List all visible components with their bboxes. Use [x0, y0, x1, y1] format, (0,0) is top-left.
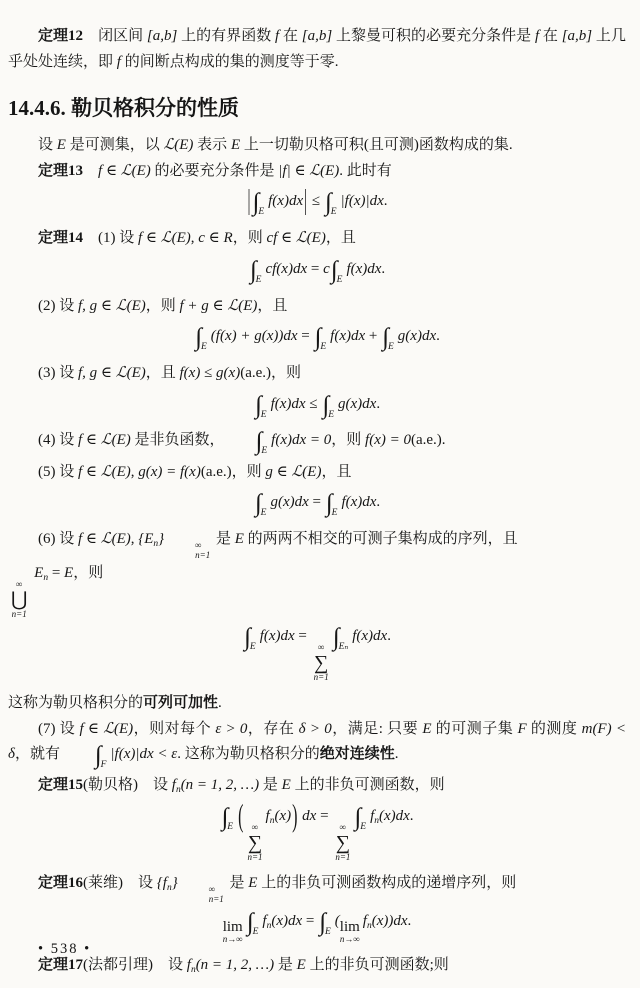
text-run: (3) 设 — [38, 365, 78, 382]
text-run: = — [307, 260, 324, 277]
text-run: = — [294, 628, 311, 645]
theorem-14-item-4 — [8, 428, 626, 459]
page-body — [8, 24, 626, 979]
text-run: 在 — [539, 28, 562, 44]
formula-14-3 — [8, 387, 626, 429]
math-run: |f| ∈ ℒ(E) — [278, 162, 340, 179]
math-run: g(x)dx — [397, 328, 437, 345]
text-run: = — [302, 913, 319, 930]
math-run: f, g ∈ ℒ(E) — [78, 297, 146, 314]
math-run: f(x)dx — [259, 628, 295, 645]
text-run: = — [308, 494, 325, 511]
math-run: f — [186, 957, 191, 974]
limit-operator: lim n→∞ — [339, 919, 360, 945]
integral-domain: E — [324, 927, 331, 938]
text-run: 上的有界函数 — [177, 28, 276, 44]
integral-sign: $\int_E$ — [254, 490, 267, 519]
text-run: (a.e.)，则 — [240, 365, 302, 382]
math-run: f, g ∈ ℒ(E) — [78, 365, 146, 382]
integral-domain: E — [336, 274, 343, 285]
subscript: n — [43, 572, 49, 583]
subscript: n — [153, 539, 159, 549]
math-run: f(x)dx — [268, 193, 304, 210]
math-run: (f(x) + g(x))dx — [210, 328, 298, 345]
subscript: n — [366, 921, 372, 932]
bold-text-run: 定理16 — [38, 874, 84, 891]
math-run: dx — [298, 807, 317, 824]
math-run: (n = 1, 2, …) — [195, 957, 275, 974]
integral-domain: E — [360, 821, 367, 832]
text-run: , — [130, 463, 139, 480]
text-run: (2) 设 — [38, 297, 78, 314]
theorem-14-item-5 — [8, 460, 626, 486]
text-run: . — [436, 328, 440, 345]
math-run: E — [234, 531, 244, 547]
integral-sign: $\int_E$ — [254, 391, 267, 420]
theorem-12 — [8, 24, 626, 75]
sum-operator: ∞ ∑ n=1 — [313, 642, 329, 683]
math-run: f — [534, 28, 540, 44]
math-run: f ∈ ℒ(E) — [78, 432, 131, 449]
intro-paragraph — [8, 133, 626, 159]
text-run: ，则 — [73, 564, 104, 581]
integral-sign: $\int_E$ — [330, 256, 343, 285]
text-run: 上一切勒贝格可积(且可测)函数构成的集. — [240, 137, 513, 154]
integral-domain: E — [330, 207, 337, 218]
integral-domain: Eₙ — [338, 642, 349, 653]
math-run: E — [248, 874, 258, 891]
text-run: ，且 — [325, 230, 356, 247]
math-run: f ∈ ℒ(E) — [78, 531, 131, 547]
math-run: g(x) = f(x) — [138, 463, 201, 480]
integral-sign: $\int_E$ — [252, 189, 265, 218]
bold-text-run: 定理14 — [38, 230, 84, 247]
text-run: 上的非负可测函数;则 — [305, 957, 449, 974]
text-run: ，则 — [232, 230, 267, 247]
text-run: 的两两不相交的可测子集构成的序列，且 — [243, 531, 518, 547]
text-run: , — [190, 230, 199, 247]
text-run: 是 — [259, 777, 282, 794]
text-run: (4) 设 — [38, 432, 78, 449]
text-run: . — [407, 913, 412, 930]
big-right-paren: ) — [292, 799, 298, 834]
theorem-17 — [8, 953, 626, 979]
text-run: 设 — [38, 137, 57, 154]
integral-domain: E — [200, 342, 207, 353]
sum-operator: ∞ ∑ n=1 — [247, 821, 263, 862]
stacked-sup-sub: ∞ n=1 — [195, 540, 211, 561]
integral-sign: $\int_E$ — [255, 428, 268, 457]
union-operator: ∞ ⋃ n=1 — [11, 578, 28, 619]
sum-operator: ∞ ∑ n=1 — [335, 821, 351, 862]
bold-text-run: 可列可加性 — [143, 695, 219, 712]
text-run: ，满足: 只要 — [331, 720, 423, 737]
text-run — [83, 163, 98, 179]
operator-upper-limit: ∞ — [339, 821, 347, 832]
math-run: g ∈ ℒ(E) — [265, 463, 322, 480]
math-run: {E — [138, 531, 154, 547]
text-run: . — [218, 695, 222, 712]
integral-sign: $\int_E$ — [195, 324, 207, 353]
math-run: ε > 0 — [215, 720, 248, 737]
integral-sign: $\int_E$ — [324, 189, 337, 218]
text-run: 的间断点构成的集的测度等于零. — [120, 53, 339, 70]
bold-text-run: 定理15 — [38, 777, 84, 794]
text-run: . — [409, 807, 414, 824]
integral-domain: E — [328, 409, 334, 420]
math-run: f(x)dx — [352, 628, 388, 645]
text-run: 闭区间 — [83, 28, 147, 44]
integral-sign: $\int_E$ — [221, 803, 234, 832]
operator-lower-limit: n=1 — [11, 608, 27, 619]
integral-domain: E — [255, 274, 262, 285]
math-run: E — [30, 564, 44, 581]
text-run: (法都引理) 设 — [83, 957, 187, 974]
math-run: } — [158, 531, 165, 547]
math-run: f — [265, 807, 270, 824]
integral-domain: E — [331, 508, 338, 519]
subscript: n — [269, 815, 275, 826]
integral-domain: E — [320, 342, 327, 353]
text-run: ，且 — [257, 297, 288, 314]
math-run: F — [517, 720, 527, 737]
integral-domain: E — [252, 927, 259, 938]
integral-sign: $\int_F$ — [94, 742, 107, 771]
bold-text-run: 定理12 — [38, 28, 84, 44]
limit-subscript: n→∞ — [222, 934, 243, 945]
math-run: (x)dx — [378, 807, 410, 824]
text-run: 上的非负可测函数，则 — [290, 777, 445, 794]
operator-upper-limit: ∞ — [15, 578, 23, 589]
math-run: δ > 0 — [298, 720, 332, 737]
math-run: [a,b] — [146, 28, 178, 44]
text-run: + — [365, 328, 382, 345]
text-run: 这称为勒贝格积分的 — [8, 695, 144, 712]
text-run: 是可测集，以 — [65, 137, 164, 154]
text-run: ≤ — [308, 193, 324, 210]
theorem-14-item-6 — [8, 527, 626, 561]
math-run: E — [64, 564, 74, 581]
integral-domain: E — [261, 446, 268, 457]
text-run: . 此时有 — [339, 162, 392, 179]
math-run: f(x) = 0 — [365, 432, 411, 449]
operator-lower-limit: n=1 — [247, 851, 263, 862]
text-run: ，则 — [145, 297, 180, 314]
math-run: f — [275, 28, 280, 44]
math-run: E — [230, 137, 241, 154]
theorem-14-item-3 — [8, 361, 626, 387]
math-run: |f(x)|dx < ε — [110, 746, 178, 763]
math-run: f(x)dx — [270, 395, 306, 412]
formula-theorem-15 — [8, 799, 626, 871]
limit-operator: lim n→∞ — [222, 919, 243, 945]
formula-theorem-16 — [8, 904, 626, 953]
text-run: (1) 设 — [83, 230, 139, 247]
subscript: n — [166, 882, 172, 893]
text-run: . — [376, 494, 381, 511]
math-run: f + g ∈ ℒ(E) — [179, 297, 258, 314]
text-run: . 这称为勒贝格积分的 — [177, 746, 320, 763]
math-run: c ∈ R — [198, 230, 233, 247]
text-run: . — [376, 395, 381, 412]
math-run: |f(x)|dx — [340, 193, 384, 210]
math-run: m(F) < δ — [8, 720, 626, 763]
integral-domain: E — [387, 342, 394, 353]
text-run: 是 — [212, 531, 235, 547]
page-number: • 538 • — [38, 941, 92, 958]
math-run: f — [171, 777, 176, 794]
absolute-value-bar: | — [247, 186, 251, 217]
integral-sign: $\int_{E_n}$ — [332, 624, 349, 653]
text-run: (5) 设 — [38, 463, 78, 480]
theorem-14-item-7 — [8, 717, 626, 774]
subscript: n — [175, 785, 181, 796]
text-run: (a.e.)，则 — [200, 463, 266, 480]
formula-14-1 — [8, 252, 626, 294]
math-run: (x))dx — [371, 913, 408, 930]
subscript: n — [190, 965, 196, 976]
theorem-14-item-6-union-line — [8, 561, 626, 620]
math-run: g(x)dx — [338, 395, 377, 412]
integral-sign: $\int_E$ — [244, 624, 256, 653]
math-run: (x)dx — [271, 913, 303, 930]
subscript: n — [266, 921, 272, 932]
math-run: f(x)dx — [341, 494, 377, 511]
operator-upper-limit: ∞ — [317, 642, 325, 653]
math-run: cf ∈ ℒ(E) — [266, 230, 326, 247]
math-run: E — [296, 957, 306, 974]
math-run: (n = 1, 2, …) — [180, 777, 260, 794]
integral-sign: $\int_E$ — [246, 909, 259, 938]
math-run: f — [370, 807, 375, 824]
math-run: f — [362, 913, 367, 930]
text-run: 的测度 — [526, 720, 582, 737]
text-run: . — [383, 193, 388, 210]
text-run: ，且 — [321, 463, 352, 480]
subscript: n — [374, 815, 379, 826]
text-run: 是 — [274, 957, 297, 974]
text-run: ，且 — [145, 365, 180, 382]
operator-lower-limit: n=1 — [335, 851, 351, 862]
math-run: ( — [334, 913, 340, 930]
theorem-15 — [8, 773, 626, 799]
text-run: ，存在 — [247, 720, 299, 737]
integral-sign: $\int_E$ — [354, 803, 367, 832]
text-run: (莱维) 设 — [83, 874, 157, 891]
text-run: (6) 设 — [38, 531, 78, 547]
math-run: {f — [156, 874, 167, 891]
operator-upper-limit: ∞ — [251, 821, 259, 832]
text-run: . — [387, 628, 391, 645]
text-run: 上的非负可测函数构成的递增序列，则 — [257, 874, 517, 891]
theorem-14-item-2 — [8, 294, 626, 320]
text-run: 的可测子集 — [431, 720, 518, 737]
math-run: f(x)dx — [330, 328, 366, 345]
text-run: ≤ — [305, 395, 322, 412]
text-run: . — [394, 746, 399, 763]
math-run: f ∈ ℒ(E) — [78, 463, 131, 480]
text-run: ，则对每个 — [133, 720, 216, 737]
stacked-sup-sub: ∞ n=1 — [208, 883, 224, 905]
text-run: 是非负函数， — [130, 432, 225, 449]
math-run: [a,b] — [301, 28, 333, 44]
math-run: E — [422, 720, 432, 737]
text-run: = — [48, 564, 65, 581]
text-run: 14.4.6. 勒贝格积分的性质 — [8, 96, 239, 120]
text-run: ，就有 — [14, 746, 64, 763]
countable-additivity-note — [8, 691, 626, 717]
integral-domain: E — [249, 642, 256, 653]
math-run: f ∈ ℒ(E) — [138, 230, 191, 247]
math-run: ℒ(E) — [163, 137, 194, 154]
bold-text-run: 绝对连续性 — [319, 746, 395, 763]
math-run: cf(x)dx — [265, 260, 308, 277]
formula-14-2 — [8, 319, 626, 361]
bold-text-run: 定理13 — [38, 162, 84, 179]
text-run: (7) 设 — [38, 720, 80, 737]
text-run: (勒贝格) 设 — [83, 777, 172, 794]
math-run: c — [323, 260, 330, 277]
section-heading — [8, 95, 626, 121]
integral-domain: F — [100, 760, 107, 771]
theorem-16 — [8, 871, 626, 905]
formula-14-6 — [8, 619, 626, 691]
math-run: [a,b] — [561, 28, 593, 44]
text-run: 是 — [225, 874, 249, 891]
math-run: } — [171, 874, 178, 891]
absolute-value-bar: | — [304, 186, 308, 217]
text-run: 的必要充分条件是 — [150, 162, 279, 179]
math-run: f ∈ ℒ(E) — [98, 162, 151, 179]
integral-domain: E — [260, 508, 267, 519]
text-run: , — [130, 531, 139, 547]
bold-text-run: 定理17 — [38, 957, 84, 974]
math-run: (x) — [274, 807, 292, 824]
operator-lower-limit: n=1 — [313, 672, 329, 683]
math-run: f — [116, 53, 121, 70]
math-run: f ∈ ℒ(E) — [79, 720, 134, 737]
integral-sign: $\int_E$ — [319, 909, 331, 938]
math-run: g(x)dx — [270, 494, 309, 511]
text-run: . — [381, 260, 386, 277]
math-run: f(x)dx = 0 — [271, 432, 332, 449]
theorem-14-item-1 — [8, 226, 626, 252]
theorem-13 — [8, 159, 626, 185]
integral-domain: E — [227, 821, 234, 832]
text-run: ，则 — [331, 432, 366, 449]
big-left-paren: ( — [238, 799, 244, 834]
integral-domain: E — [260, 409, 267, 420]
math-run: E — [281, 777, 291, 794]
integral-sign: $\int_E$ — [325, 490, 338, 519]
integral-sign: $\int_E$ — [382, 324, 394, 353]
formula-theorem-13 — [8, 184, 626, 226]
math-run: f(x)dx — [346, 260, 382, 277]
text-run: 上几乎处处连续，即 — [8, 28, 626, 70]
text-run: 在 — [279, 28, 302, 44]
text-run: (a.e.). — [410, 432, 446, 449]
integral-sign: $\int_E$ — [249, 256, 262, 285]
text-run: 表示 — [193, 137, 231, 154]
math-run: f(x) ≤ g(x) — [179, 365, 241, 382]
limit-subscript: n→∞ — [339, 934, 360, 945]
text-run: = — [297, 328, 314, 345]
integral-domain: E — [258, 207, 265, 218]
math-run: E — [56, 137, 66, 154]
math-run: f — [262, 913, 267, 930]
integral-sign: $\int_E$ — [314, 324, 327, 353]
text-run: 上黎曼可积的必要充分条件是 — [332, 28, 535, 44]
text-run: = — [316, 807, 333, 824]
formula-14-5 — [8, 485, 626, 527]
integral-sign: $\int_E$ — [322, 391, 334, 420]
